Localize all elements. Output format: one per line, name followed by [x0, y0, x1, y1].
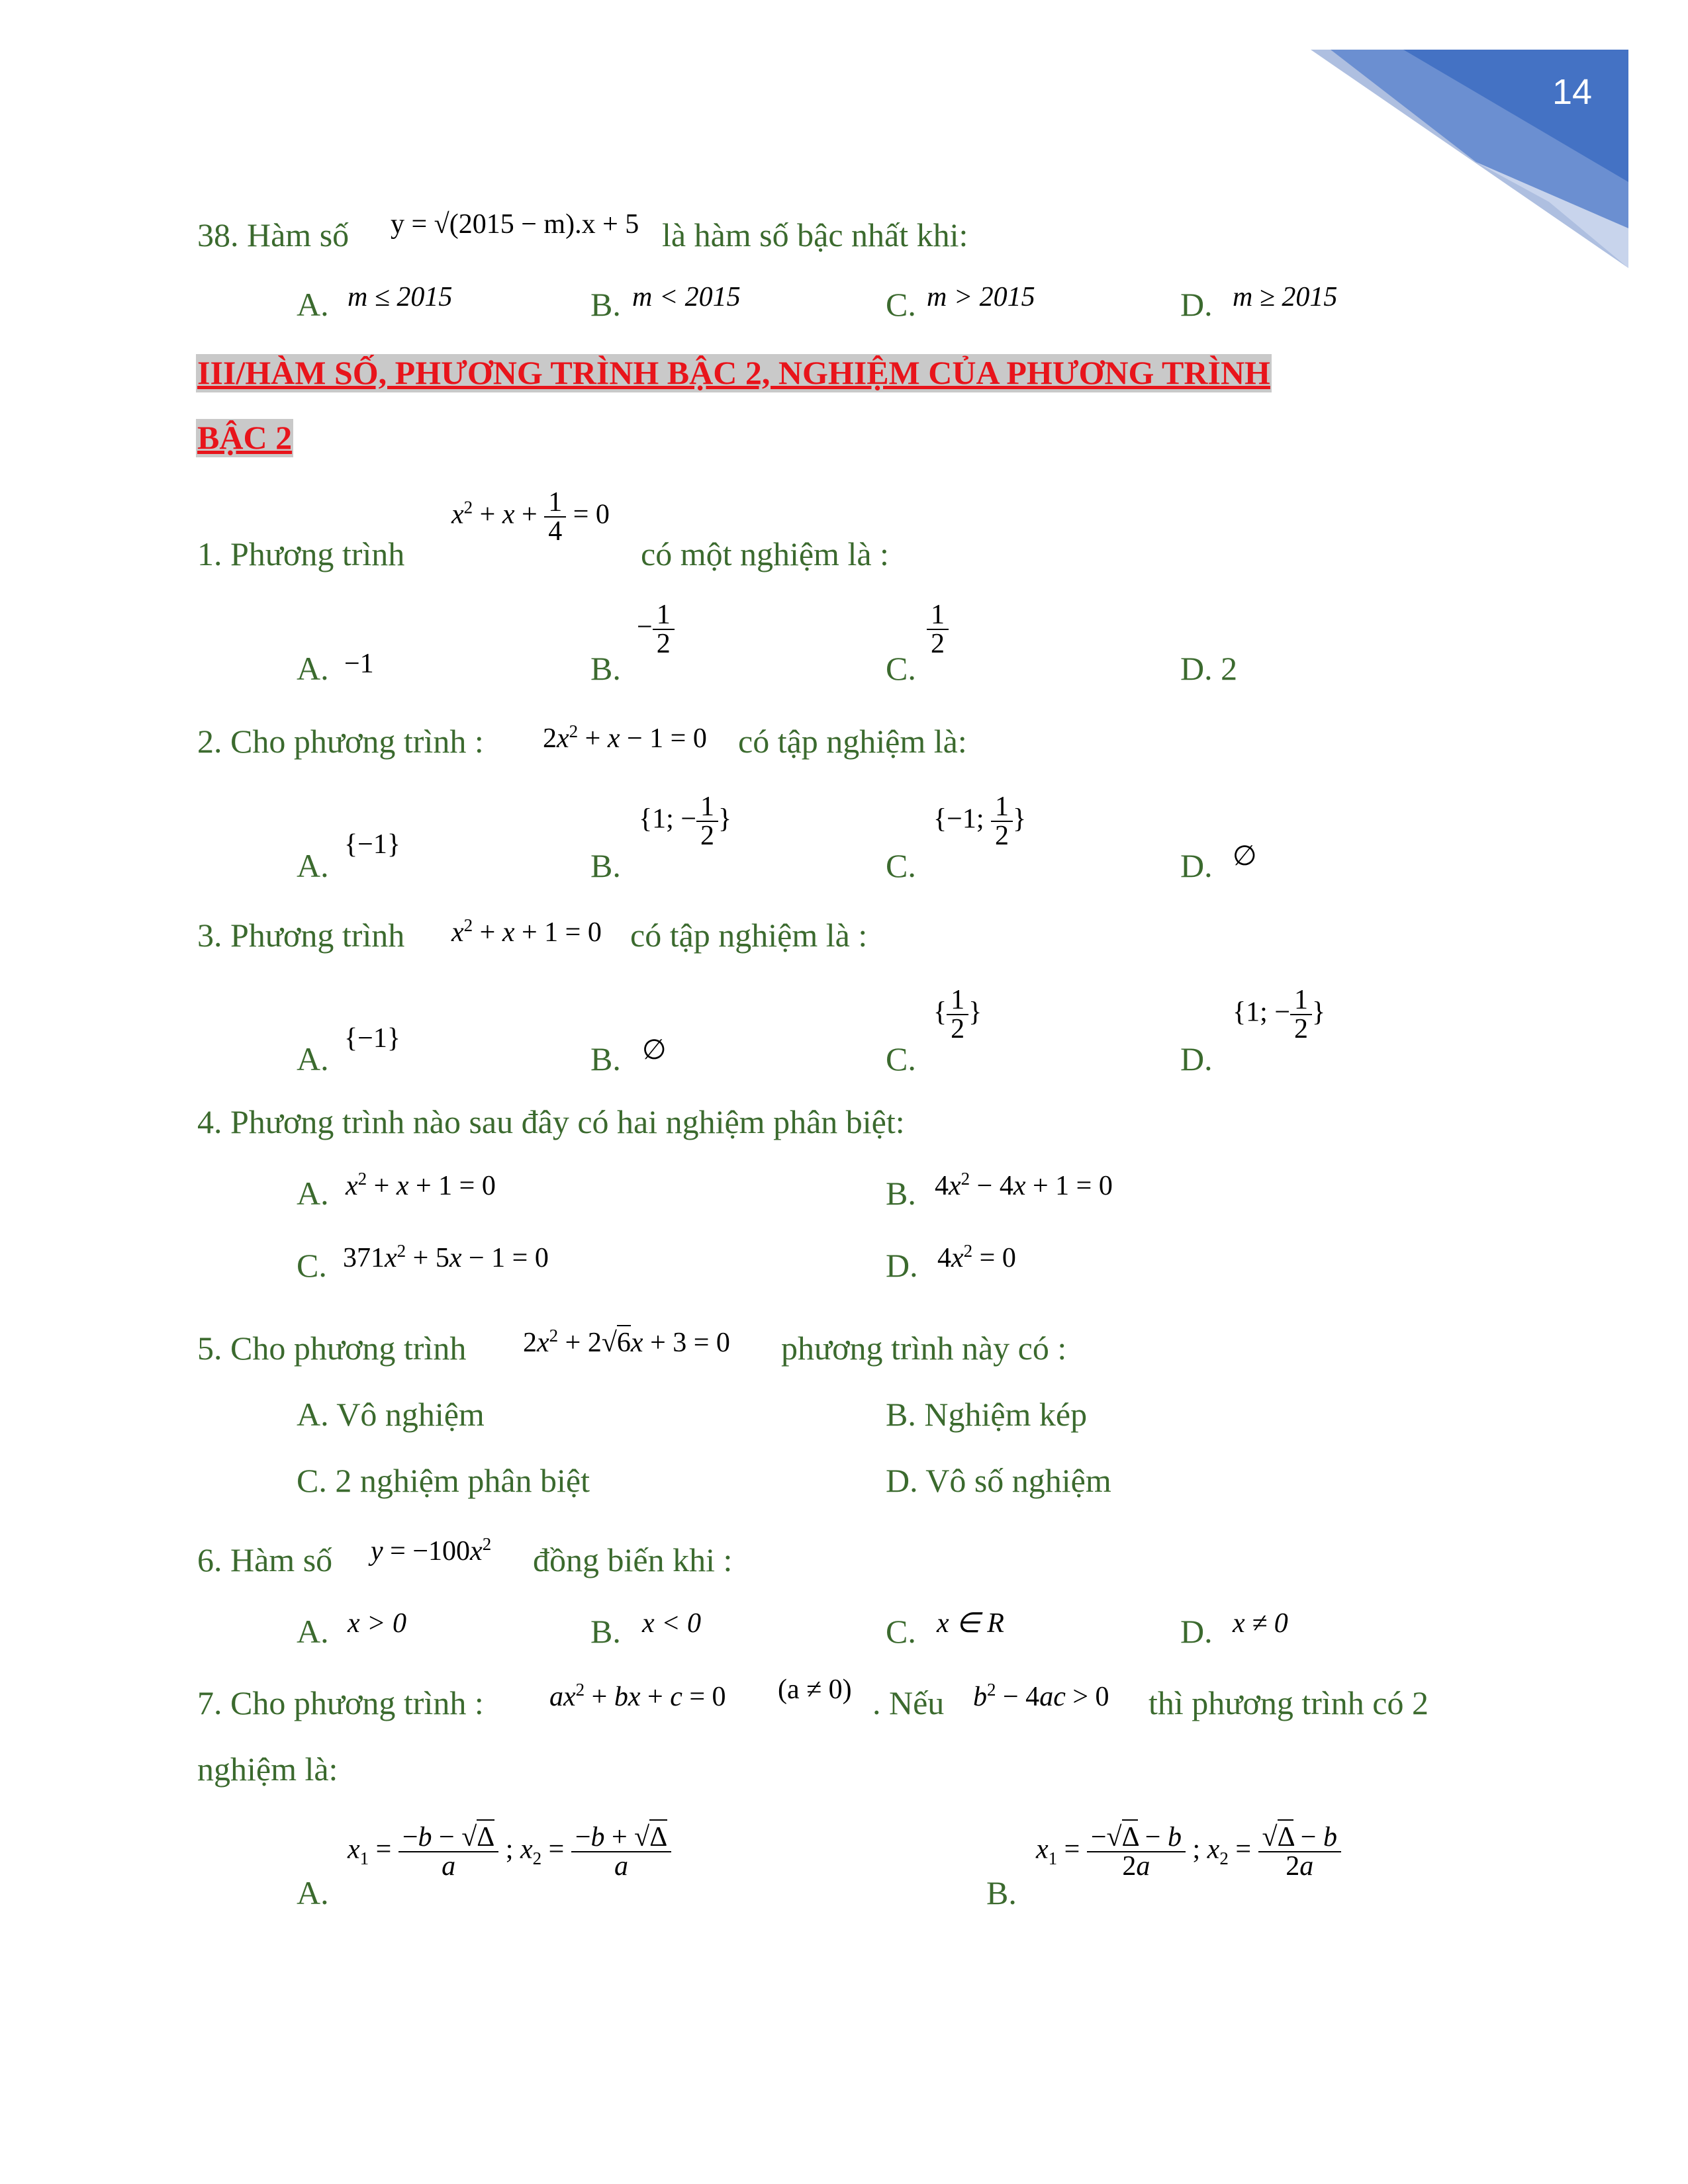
- q2-option-c: C.: [886, 847, 916, 884]
- q5-formula: $2x^2 + 2√6x + 3 = 0$: [523, 1326, 730, 1358]
- q4-option-d: D.: [886, 1247, 918, 1284]
- q2-formula: $2x^2 + x - 1 = 0$: [543, 721, 707, 754]
- q2-option-b-math: {1; − $\frac{1}{2}$ }: [639, 792, 732, 851]
- section-heading-line1: III/HÀM SỐ, PHƯƠNG TRÌNH BẬC 2, NGHIỆM CỦA PHƯƠNG TRÌNH: [197, 354, 1270, 391]
- q38-option-a-math: m ≤ 2015: [348, 282, 453, 312]
- q1-formula: $x^2 + x$ + $\frac{1}{4}$ = 0: [451, 487, 610, 547]
- q7-label: 7. Cho phương trình :: [197, 1684, 484, 1721]
- q4-option-c-math: $371x^2 + 5x - 1 = 0$: [343, 1241, 549, 1273]
- q38-option-b-math: m < 2015: [632, 282, 741, 312]
- q3-option-a: A.: [297, 1040, 329, 1077]
- q5-option-a: A. Vô nghiệm: [297, 1396, 485, 1433]
- q7-line2: nghiệm là:: [197, 1751, 338, 1788]
- q5-option-c: C. 2 nghiệm phân biệt: [297, 1462, 590, 1499]
- q38-label: 38. Hàm số: [197, 216, 350, 253]
- q38-option-b: B.: [590, 286, 621, 323]
- q7-delta: $b^2 - 4ac > 0$: [973, 1680, 1109, 1712]
- q4-option-b: B.: [886, 1175, 916, 1212]
- q38-option-c-math: m > 2015: [927, 282, 1035, 312]
- q6-formula: $y = -100x^2$: [371, 1534, 492, 1567]
- q3-label: 3. Phương trình: [197, 917, 405, 954]
- q7-option-a-math: $x_1$ = $\frac{-b - √\Delta}{a}$ ; $x_2$ = $\frac{-b + √\Delta}{a}$: [348, 1823, 671, 1880]
- q3-option-d-math: {1; − $\frac{1}{2}$ }: [1233, 985, 1326, 1044]
- q6-option-b-math: x < 0: [642, 1608, 701, 1639]
- q6-option-c-math: x ∈ R: [937, 1608, 1004, 1639]
- q38-formula: y = √(2015 − m).x + 5: [391, 209, 639, 240]
- q3-formula: $x^2 + x + 1 = 0$: [451, 915, 602, 948]
- q7-mid: . Nếu: [872, 1684, 945, 1721]
- q5-label: 5. Cho phương trình: [197, 1330, 467, 1367]
- q2-option-d-math: ∅: [1233, 839, 1257, 872]
- q4-label: 4. Phương trình nào sau đây có hai nghiệm phân biệt:: [197, 1103, 905, 1140]
- q3-option-b-math: ∅: [642, 1033, 667, 1066]
- q7-option-b: B.: [986, 1874, 1017, 1911]
- q3-option-b: B.: [590, 1040, 621, 1077]
- q38-option-d-math: m ≥ 2015: [1233, 282, 1338, 312]
- q2-option-c-math: {−1; $\frac{1}{2}$ }: [933, 792, 1027, 851]
- q38-option-a: A.: [297, 286, 329, 323]
- q7-option-a: A.: [297, 1874, 329, 1911]
- q1-option-c-math: $\frac{1}{2}$: [927, 601, 949, 658]
- q4-option-a-math: $x^2 + x + 1 = 0$: [346, 1169, 496, 1201]
- q6-tail: đồng biến khi :: [533, 1541, 733, 1578]
- q5-option-d: D. Vô số nghiệm: [886, 1462, 1111, 1499]
- q3-tail: có tập nghiệm là :: [630, 917, 868, 954]
- q6-option-a: A.: [297, 1613, 329, 1650]
- q2-option-a-math: {−1}: [344, 829, 401, 860]
- q3-option-a-math: {−1}: [344, 1023, 401, 1054]
- q1-option-d: D. 2: [1180, 650, 1238, 687]
- q1-option-b-math: − $\frac{1}{2}$: [637, 601, 675, 658]
- q7-option-b-math: $x_1$ = $\frac{-√\Delta - b}{2a}$ ; $x_2$ = $\frac{√\Delta - b}{2a}$: [1036, 1823, 1341, 1880]
- q6-option-c: C.: [886, 1613, 916, 1650]
- q1-tail: có một nghiệm là :: [641, 535, 889, 572]
- q7-condition: (a ≠ 0): [778, 1674, 852, 1705]
- q3-option-c: C.: [886, 1040, 916, 1077]
- q5-tail: phương trình này có :: [781, 1330, 1067, 1367]
- q7-tail: thì phương trình có 2: [1149, 1684, 1429, 1721]
- q38-option-c: C.: [886, 286, 916, 323]
- q6-label: 6. Hàm số: [197, 1541, 333, 1578]
- q2-label: 2. Cho phương trình :: [197, 723, 484, 760]
- q7-formula: $ax^2$ + bx + c = 0: [549, 1680, 726, 1712]
- q1-option-a-math: −1: [344, 649, 374, 679]
- q1-option-c: C.: [886, 650, 916, 687]
- q2-tail: có tập nghiệm là:: [738, 723, 967, 760]
- q2-option-a: A.: [297, 847, 329, 884]
- q3-option-d: D.: [1180, 1040, 1213, 1077]
- q5-option-b: B. Nghiệm kép: [886, 1396, 1088, 1433]
- q1-option-b: B.: [590, 650, 621, 687]
- q38-tail: là hàm số bậc nhất khi:: [662, 216, 968, 253]
- q38-option-d: D.: [1180, 286, 1213, 323]
- q6-option-a-math: x > 0: [348, 1608, 406, 1639]
- q4-option-c: C.: [297, 1247, 327, 1284]
- q1-option-a: A.: [297, 650, 329, 687]
- q6-option-d: D.: [1180, 1613, 1213, 1650]
- page-number: 14: [1552, 72, 1593, 112]
- q2-option-b: B.: [590, 847, 621, 884]
- q3-option-c-math: { $\frac{1}{2}$ }: [933, 985, 982, 1044]
- q2-option-d: D.: [1180, 847, 1213, 884]
- q6-option-d-math: x ≠ 0: [1233, 1608, 1288, 1639]
- q6-option-b: B.: [590, 1613, 621, 1650]
- q1-label: 1. Phương trình: [197, 535, 405, 572]
- section-heading-line2: BẬC 2: [197, 419, 293, 456]
- q4-option-a: A.: [297, 1175, 329, 1212]
- q4-option-b-math: $4x^2 - 4x + 1 = 0$: [935, 1169, 1113, 1201]
- q4-option-d-math: $4x^2 = 0$: [937, 1241, 1016, 1273]
